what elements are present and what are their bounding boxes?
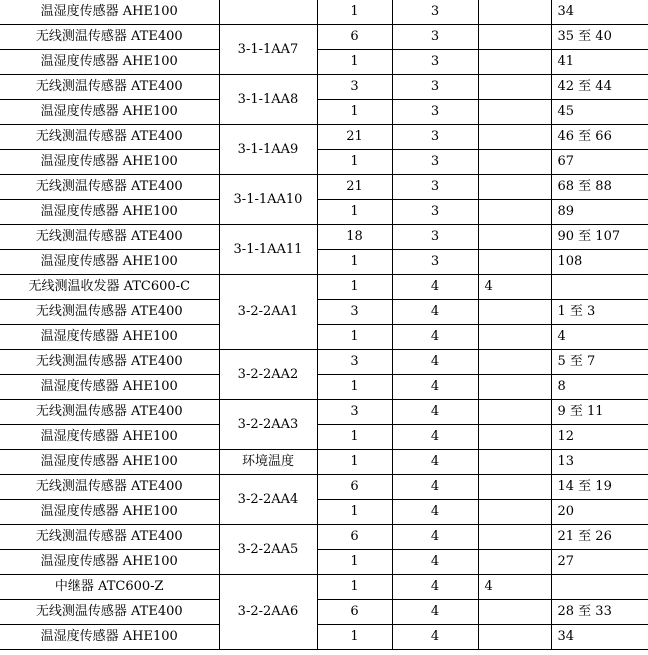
- number-cell: 4: [392, 300, 478, 325]
- number-cell: 3: [392, 0, 478, 25]
- quantity-cell: 1: [317, 575, 392, 600]
- location-cell: 3-1-1AA7: [219, 25, 317, 75]
- device-cell: 无线测温传感器 ATE400: [0, 25, 219, 50]
- device-cell: 温湿度传感器 AHE100: [0, 425, 219, 450]
- quantity-cell: 1: [317, 0, 392, 25]
- range-cell: 8: [551, 375, 648, 400]
- range-cell: [551, 275, 648, 300]
- table-row: [0, 125, 648, 150]
- group-cell: [478, 550, 551, 575]
- range-cell: 67: [551, 150, 648, 175]
- range-cell: 34: [551, 625, 648, 650]
- range-cell: [551, 575, 648, 600]
- device-cell: 无线测温传感器 ATE400: [0, 75, 219, 100]
- group-cell: [478, 375, 551, 400]
- device-cell: 无线测温传感器 ATE400: [0, 350, 219, 375]
- table-row: [0, 25, 648, 50]
- device-cell: 无线测温传感器 ATE400: [0, 125, 219, 150]
- number-cell: 4: [392, 625, 478, 650]
- range-cell: 27: [551, 550, 648, 575]
- number-cell: 4: [392, 500, 478, 525]
- table-row: [0, 500, 648, 525]
- number-cell: 3: [392, 25, 478, 50]
- location-cell: 3-2-2AA2: [219, 350, 317, 400]
- range-cell: 20: [551, 500, 648, 525]
- device-cell: 中继器 ATC600-Z: [0, 575, 219, 600]
- quantity-cell: 1: [317, 100, 392, 125]
- quantity-cell: 1: [317, 625, 392, 650]
- number-cell: 3: [392, 175, 478, 200]
- device-cell: 温湿度传感器 AHE100: [0, 450, 219, 475]
- quantity-cell: 1: [317, 550, 392, 575]
- table-row: [0, 525, 648, 550]
- number-cell: 4: [392, 550, 478, 575]
- quantity-cell: 3: [317, 75, 392, 100]
- number-cell: 4: [392, 475, 478, 500]
- quantity-cell: 3: [317, 300, 392, 325]
- location-cell: 3-2-2AA6: [219, 575, 317, 650]
- number-cell: 4: [392, 575, 478, 600]
- device-cell: 无线测温收发器 ATC600-C: [0, 275, 219, 300]
- table-row: [0, 325, 648, 350]
- table-row: [0, 150, 648, 175]
- table-row: [0, 300, 648, 325]
- range-cell: 68 至 88: [551, 175, 648, 200]
- group-cell: [478, 75, 551, 100]
- table-row: [0, 550, 648, 575]
- number-cell: 3: [392, 250, 478, 275]
- quantity-cell: 1: [317, 150, 392, 175]
- table-row: [0, 600, 648, 625]
- range-cell: 1 至 3: [551, 300, 648, 325]
- device-cell: 无线测温传感器 ATE400: [0, 225, 219, 250]
- table-row: [0, 375, 648, 400]
- quantity-cell: 6: [317, 475, 392, 500]
- number-cell: 4: [392, 350, 478, 375]
- table-row: [0, 350, 648, 375]
- table-row: [0, 625, 648, 650]
- table-row: [0, 425, 648, 450]
- group-cell: 4: [478, 575, 551, 600]
- table-row: [0, 175, 648, 200]
- group-cell: [478, 475, 551, 500]
- group-cell: [478, 500, 551, 525]
- quantity-cell: 18: [317, 225, 392, 250]
- quantity-cell: 1: [317, 450, 392, 475]
- location-cell: 3-2-2AA4: [219, 475, 317, 525]
- location-cell: 3-2-2AA3: [219, 400, 317, 450]
- range-cell: 46 至 66: [551, 125, 648, 150]
- number-cell: 4: [392, 375, 478, 400]
- group-cell: [478, 250, 551, 275]
- quantity-cell: 6: [317, 25, 392, 50]
- quantity-cell: 21: [317, 175, 392, 200]
- number-cell: 4: [392, 600, 478, 625]
- group-cell: [478, 400, 551, 425]
- range-cell: 4: [551, 325, 648, 350]
- group-cell: [478, 100, 551, 125]
- group-cell: 4: [478, 275, 551, 300]
- table-row: [0, 0, 648, 25]
- range-cell: 45: [551, 100, 648, 125]
- group-cell: [478, 0, 551, 25]
- table-row: [0, 475, 648, 500]
- number-cell: 4: [392, 325, 478, 350]
- quantity-cell: 1: [317, 200, 392, 225]
- quantity-cell: 1: [317, 50, 392, 75]
- number-cell: 4: [392, 525, 478, 550]
- location-cell: 3-1-1AA9: [219, 125, 317, 175]
- group-cell: [478, 525, 551, 550]
- device-cell: 无线测温传感器 ATE400: [0, 300, 219, 325]
- table-row: [0, 225, 648, 250]
- location-cell: 3-1-1AA8: [219, 75, 317, 125]
- device-cell: 温湿度传感器 AHE100: [0, 550, 219, 575]
- quantity-cell: 6: [317, 525, 392, 550]
- location-cell: 3-1-1AA11: [219, 225, 317, 275]
- range-cell: 12: [551, 425, 648, 450]
- device-cell: 温湿度传感器 AHE100: [0, 325, 219, 350]
- device-cell: 温湿度传感器 AHE100: [0, 500, 219, 525]
- quantity-cell: 1: [317, 375, 392, 400]
- quantity-cell: 3: [317, 350, 392, 375]
- table-row: [0, 250, 648, 275]
- group-cell: [478, 300, 551, 325]
- table-row: [0, 575, 648, 600]
- range-cell: 90 至 107: [551, 225, 648, 250]
- quantity-cell: 21: [317, 125, 392, 150]
- device-cell: 温湿度传感器 AHE100: [0, 200, 219, 225]
- range-cell: 42 至 44: [551, 75, 648, 100]
- device-cell: 无线测温传感器 ATE400: [0, 525, 219, 550]
- number-cell: 4: [392, 275, 478, 300]
- table-row: [0, 200, 648, 225]
- location-cell: 3-2-2AA1: [219, 275, 317, 350]
- number-cell: 3: [392, 75, 478, 100]
- group-cell: [478, 150, 551, 175]
- device-cell: 无线测温传感器 ATE400: [0, 175, 219, 200]
- group-cell: [478, 350, 551, 375]
- quantity-cell: 3: [317, 400, 392, 425]
- group-cell: [478, 200, 551, 225]
- number-cell: 3: [392, 225, 478, 250]
- device-cell: 温湿度传感器 AHE100: [0, 100, 219, 125]
- table-row: [0, 275, 648, 300]
- range-cell: 5 至 7: [551, 350, 648, 375]
- number-cell: 3: [392, 200, 478, 225]
- location-cell: 3-2-2AA5: [219, 525, 317, 575]
- device-cell: 无线测温传感器 ATE400: [0, 600, 219, 625]
- range-cell: 14 至 19: [551, 475, 648, 500]
- number-cell: 3: [392, 125, 478, 150]
- quantity-cell: 1: [317, 500, 392, 525]
- range-cell: 13: [551, 450, 648, 475]
- table-row: [0, 450, 648, 475]
- group-cell: [478, 425, 551, 450]
- group-cell: [478, 225, 551, 250]
- quantity-cell: 6: [317, 600, 392, 625]
- quantity-cell: 1: [317, 275, 392, 300]
- group-cell: [478, 125, 551, 150]
- device-cell: 温湿度传感器 AHE100: [0, 375, 219, 400]
- quantity-cell: 1: [317, 325, 392, 350]
- device-cell: 温湿度传感器 AHE100: [0, 250, 219, 275]
- location-cell: [219, 0, 317, 25]
- device-cell: 无线测温传感器 ATE400: [0, 475, 219, 500]
- device-cell: 无线测温传感器 ATE400: [0, 400, 219, 425]
- number-cell: 4: [392, 400, 478, 425]
- number-cell: 3: [392, 50, 478, 75]
- number-cell: 4: [392, 450, 478, 475]
- table-row: [0, 75, 648, 100]
- group-cell: [478, 625, 551, 650]
- device-cell: 温湿度传感器 AHE100: [0, 625, 219, 650]
- number-cell: 3: [392, 100, 478, 125]
- quantity-cell: 1: [317, 425, 392, 450]
- range-cell: 41: [551, 50, 648, 75]
- group-cell: [478, 325, 551, 350]
- range-cell: 108: [551, 250, 648, 275]
- range-cell: 34: [551, 0, 648, 25]
- table-row: [0, 50, 648, 75]
- group-cell: [478, 600, 551, 625]
- quantity-cell: 1: [317, 250, 392, 275]
- device-cell: 温湿度传感器 AHE100: [0, 50, 219, 75]
- device-cell: 温湿度传感器 AHE100: [0, 0, 219, 25]
- device-cell: 温湿度传感器 AHE100: [0, 150, 219, 175]
- group-cell: [478, 450, 551, 475]
- table-row: [0, 100, 648, 125]
- number-cell: 3: [392, 150, 478, 175]
- range-cell: 35 至 40: [551, 25, 648, 50]
- range-cell: 21 至 26: [551, 525, 648, 550]
- range-cell: 28 至 33: [551, 600, 648, 625]
- location-cell: 3-1-1AA10: [219, 175, 317, 225]
- range-cell: 89: [551, 200, 648, 225]
- group-cell: [478, 25, 551, 50]
- group-cell: [478, 175, 551, 200]
- location-cell: 环境温度: [219, 450, 317, 475]
- group-cell: [478, 50, 551, 75]
- range-cell: 9 至 11: [551, 400, 648, 425]
- number-cell: 4: [392, 425, 478, 450]
- table-row: [0, 400, 648, 425]
